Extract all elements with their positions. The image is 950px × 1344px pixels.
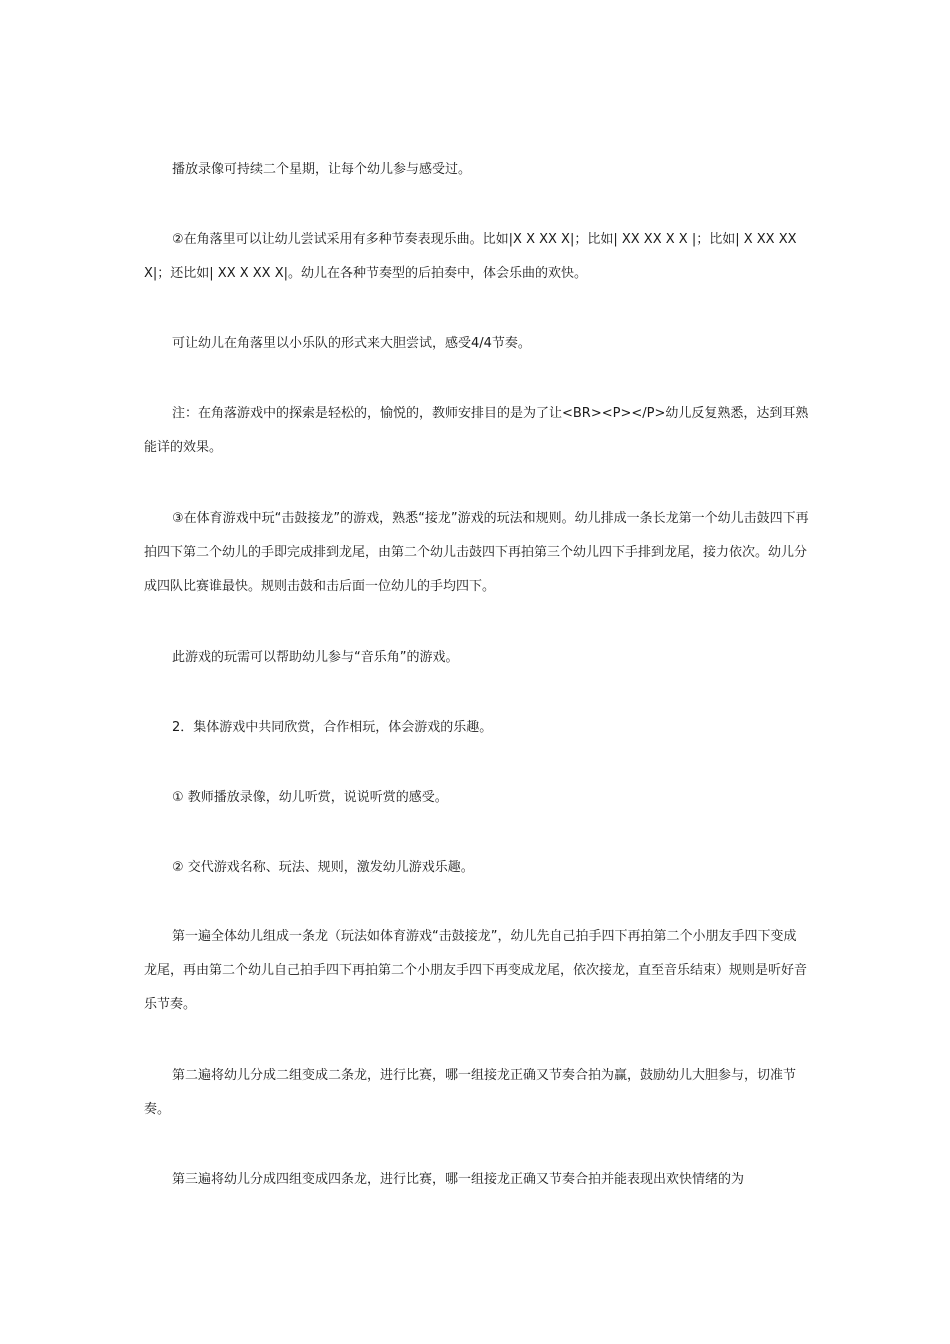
paragraph-third-round: 第三遍将幼儿分成四组变成四条龙，进行比赛，哪一组接龙正确又节奏合拍并能表现出欢快情绪的为 xyxy=(172,1172,745,1187)
paragraph-section-2-heading: 2．集体游戏中共同欣赏，合作相玩，体会游戏的乐趣。 xyxy=(172,720,493,735)
paragraph-step-2: ② 交代游戏名称、玩法、规则，激发幼儿游戏乐趣。 xyxy=(172,860,474,875)
paragraph-second-round: 第二遍将幼儿分成二组变成二条龙，进行比赛，哪一组接龙正确又节奏合拍为赢，鼓励幼儿大胆参与，切准节奏。 xyxy=(144,1068,797,1117)
paragraph-first-round: 第一遍全体幼儿组成一条龙（玩法如体育游戏“击鼓接龙”，幼儿先自己拍手四下再拍第二个小朋友手四下变成龙尾，再由第二个幼儿自己拍手四下再拍第二个小朋友手四下再变成龙尾，依次接龙，直至音乐结束）规则是听好音乐节奏。 xyxy=(144,929,808,1012)
paragraph-small-band: 可让幼儿在角落里以小乐队的形式来大胆尝试，感受4/4节奏。 xyxy=(172,336,531,351)
paragraph-drum-dragon-game: ③在体育游戏中玩“击鼓接龙”的游戏，熟悉“接龙”游戏的玩法和规则。幼儿排成一条长龙第一个幼儿击鼓四下再拍四下第二个幼儿的手即完成排到龙尾，由第二个幼儿击鼓四下再拍第三个幼儿四下手排到龙尾，接力依次。幼儿分成四队比赛谁最快。规则击鼓和击后面一位幼儿的手均四下。 xyxy=(144,511,809,594)
paragraph-music-corner: 此游戏的玩需可以帮助幼儿参与“音乐角”的游戏。 xyxy=(172,650,459,665)
paragraph-step-1: ① 教师播放录像，幼儿听赏，说说听赏的感受。 xyxy=(172,790,448,805)
paragraph-note: 注：在角落游戏中的探索是轻松的，愉悦的，教师安排目的是为了让<BR><P></P>幼儿反复熟悉，达到耳熟能详的效果。 xyxy=(144,406,809,455)
paragraph-rhythm-patterns: ②在角落里可以让幼儿尝试采用有多种节奏表现乐曲。比如|X X XX X|；比如| XX XX X X |；比如| X XX XX X|；还比如| XX X XX X|。幼儿在各种节奏型的后拍奏中，体会乐曲的欢快。 xyxy=(144,232,797,281)
paragraph-playback: 播放录像可持续二个星期，让每个幼儿参与感受过。 xyxy=(172,162,472,177)
